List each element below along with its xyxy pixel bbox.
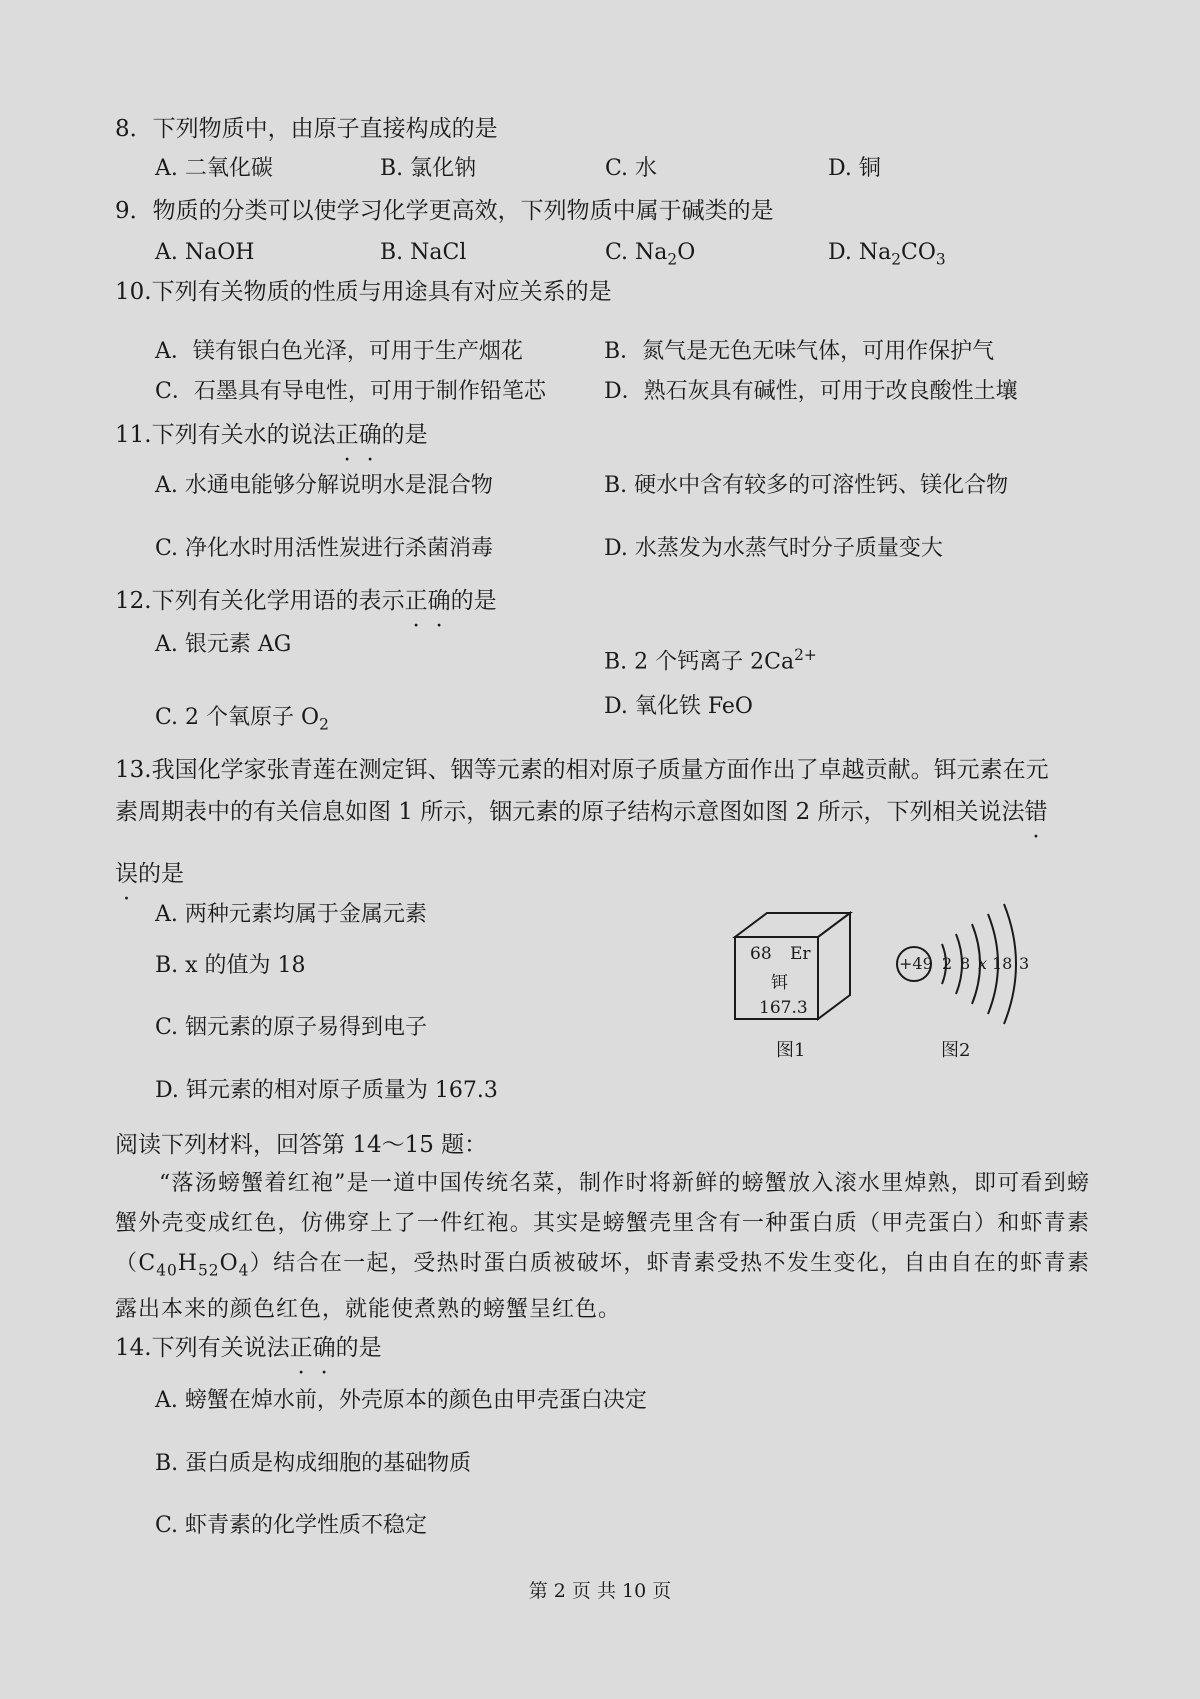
q9-stem: 9．物质的分类可以使学习化学更高效，下列物质中属于碱类的是 [115,198,774,224]
q13-option-c: C. 铟元素的原子易得到电子 [155,1015,428,1040]
fig1-atomic-mass: 167.3 [759,998,808,1018]
fig1-atomic-number: 68 [750,944,772,964]
q8-option-d: D. 铜 [828,156,881,181]
fig1-label: 图1 [776,1040,806,1061]
q13-option-d: D. 铒元素的相对原子质量为 167.3 [155,1078,498,1103]
q9-option-a: A. NaOH [155,240,255,265]
q14-option-b: B. 蛋白质是构成细胞的基础物质 [155,1451,472,1476]
q13-stem-line2: 素周期表中的有关信息如图 1 所示，铟元素的原子结构示意图如图 2 所示，下列相关说法错 [115,799,1048,825]
q13-stem-line1: 13.我国化学家张青莲在测定铒、铟等元素的相对原子质量方面作出了卓越贡献。铒元素在元 [115,757,1049,783]
q14-option-c: C. 虾青素的化学性质不稳定 [155,1513,428,1538]
q10-option-b: B．氮气是无色无味气体，可用作保护气 [604,339,995,364]
q11-option-d: D. 水蒸发为水蒸气时分子质量变大 [604,536,943,561]
fig2-shell-2: 8 [960,954,971,973]
q12-option-a: A. 银元素 AG [155,632,292,657]
q13-option-a: A. 两种元素均属于金属元素 [155,902,427,927]
fig1-element-name: 铒 [771,973,788,993]
q11-stem: 11.下列有关水的说法正确的是 [115,422,428,448]
q12-option-c: C. 2 个氧原子 $O_2$ [155,705,329,734]
fig2-shell-1: 2 [942,954,953,973]
page-footer: 第 2 页 共 10 页 [528,1580,672,1602]
fig2-shell-3: x [978,954,988,973]
q8-stem: 8．下列物质中，由原子直接构成的是 [115,116,498,142]
fig1-symbol: Er [790,944,811,964]
q10-option-a: A．镁有银白色光泽，可用于生产烟花 [155,339,523,364]
q13-stem-line3: 误的是 [115,861,184,887]
q12-option-b: B. 2 个钙离子 $2Ca^{2+}$ [604,646,817,675]
q10-option-c: C．石墨具有导电性，可用于制作铅笔芯 [155,379,546,404]
fig2-label: 图2 [941,1040,971,1061]
q11-option-c: C. 净化水时用活性炭进行杀菌消毒 [155,536,494,561]
q9-option-c: C. $Na_2O$ [605,240,696,269]
reading-passage: “落汤螃蟹着红袍”是一道中国传统名菜，制作时将新鲜的螃蟹放入滚水里焯熟，即可看到螃蟹外壳变成红色，仿佛穿上了一件红袍。其实是螃蟹壳里含有一种蛋白质（甲壳蛋白）和虾青素$(C_{40}H_{52}O_4)$结合在一起，受热时蛋白质被破坏，虾青素受热不发生变化，自由自在的虾青素露出本来的颜色红色，就能使煮熟的螃蟹呈红色。 [115,1171,1090,1323]
fig2-shell-4: 18 [992,954,1013,973]
q11-option-b: B. 硬水中含有较多的可溶性钙、镁化合物 [604,473,1009,498]
q10-stem: 10.下列有关物质的性质与用途具有对应关系的是 [115,279,612,305]
q12-option-d: D. 氧化铁 FeO [604,694,753,719]
q9-option-b: B. NaCl [380,240,467,265]
q9-option-d: D. $Na_2CO_3$ [828,240,946,269]
q14-option-a: A. 螃蟹在焯水前，外壳原本的颜色由甲壳蛋白决定 [155,1388,647,1413]
fig2-shell-5: 3 [1019,954,1030,973]
q8-option-a: A. 二氧化碳 [155,156,273,181]
reading-intro: 阅读下列材料，回答第 14～15 题： [115,1132,488,1158]
q11-option-a: A. 水通电能够分解说明水是混合物 [155,473,493,498]
q13-option-b: B. x 的值为 18 [155,953,306,978]
q8-option-c: C. 水 [605,156,658,181]
q10-option-d: D．熟石灰具有碱性，可用于改良酸性土壤 [604,379,1018,404]
fig2-nucleus: +49 [899,954,933,973]
q12-stem: 12.下列有关化学用语的表示正确的是 [115,588,497,614]
q8-option-b: B. 氯化钠 [380,156,477,181]
q14-stem: 14.下列有关说法正确的是 [115,1335,382,1361]
